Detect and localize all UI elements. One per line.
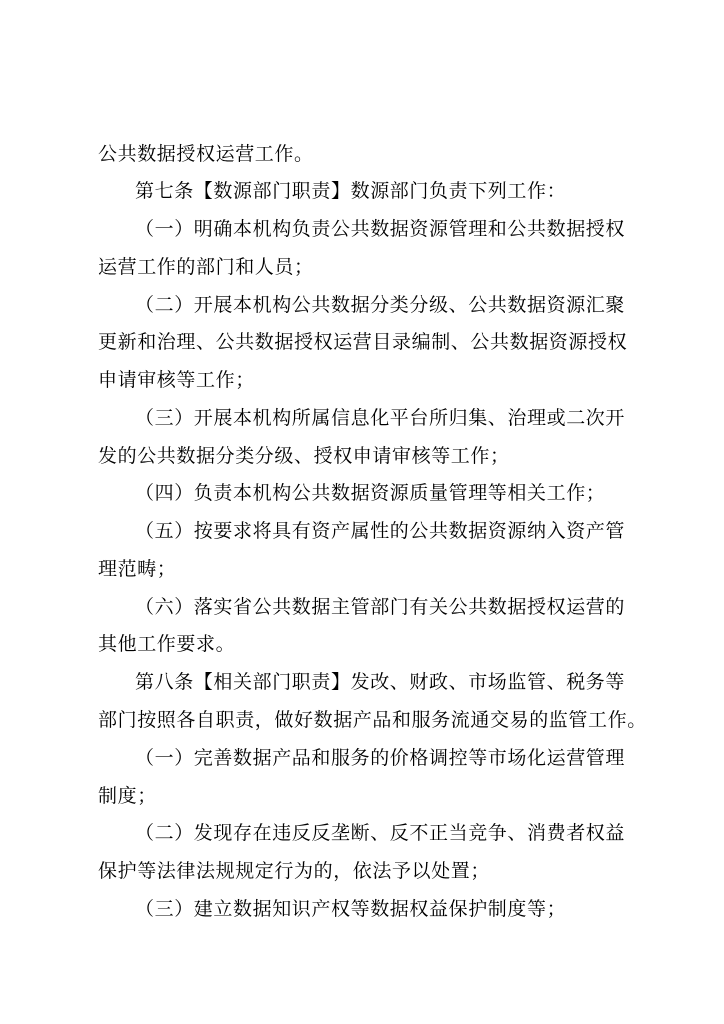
text-line: 其他工作要求。	[98, 633, 236, 655]
text-line: 申请审核等工作；	[98, 369, 255, 391]
text-line: （二）发现存在违反反垄断、反不正当竞争、消费者权益	[135, 822, 626, 844]
text-line: （一）完善数据产品和服务的价格调控等市场化运营管理	[135, 747, 626, 769]
text-line: （一）明确本机构负责公共数据资源管理和公共数据授权	[135, 218, 626, 240]
text-line: 更新和治理、公共数据授权运营目录编制、公共数据资源授权	[98, 331, 628, 353]
text-line: （四）负责本机构公共数据资源质量管理等相关工作；	[135, 482, 606, 504]
text-line: 保护等法律法规规定行为的，依法予以处置；	[98, 860, 491, 882]
text-line: 理范畴；	[98, 558, 177, 580]
text-line: （三）建立数据知识产权等数据权益保护制度等；	[135, 898, 567, 920]
text-line: 制度；	[98, 785, 157, 807]
text-line: 发的公共数据分类分级、授权申请审核等工作；	[98, 445, 510, 467]
article-heading: 第八条【相关部门职责】发改、财政、市场监管、税务等	[135, 671, 626, 693]
text-line: （六）落实省公共数据主管部门有关公共数据授权运营的	[135, 596, 626, 618]
text-line: 公共数据授权运营工作。	[98, 143, 314, 165]
article-heading: 第七条【数源部门职责】数源部门负责下列工作：	[135, 180, 567, 202]
text-line: 部门按照各自职责，做好数据产品和服务流通交易的监管工作。	[98, 709, 647, 731]
text-line: 运营工作的部门和人员；	[98, 256, 314, 278]
text-line: （五）按要求将具有资产属性的公共数据资源纳入资产管	[135, 520, 626, 542]
text-line: （三）开展本机构所属信息化平台所归集、治理或二次开	[135, 407, 626, 429]
text-line: （二）开展本机构公共数据分类分级、公共数据资源汇聚	[135, 294, 626, 316]
